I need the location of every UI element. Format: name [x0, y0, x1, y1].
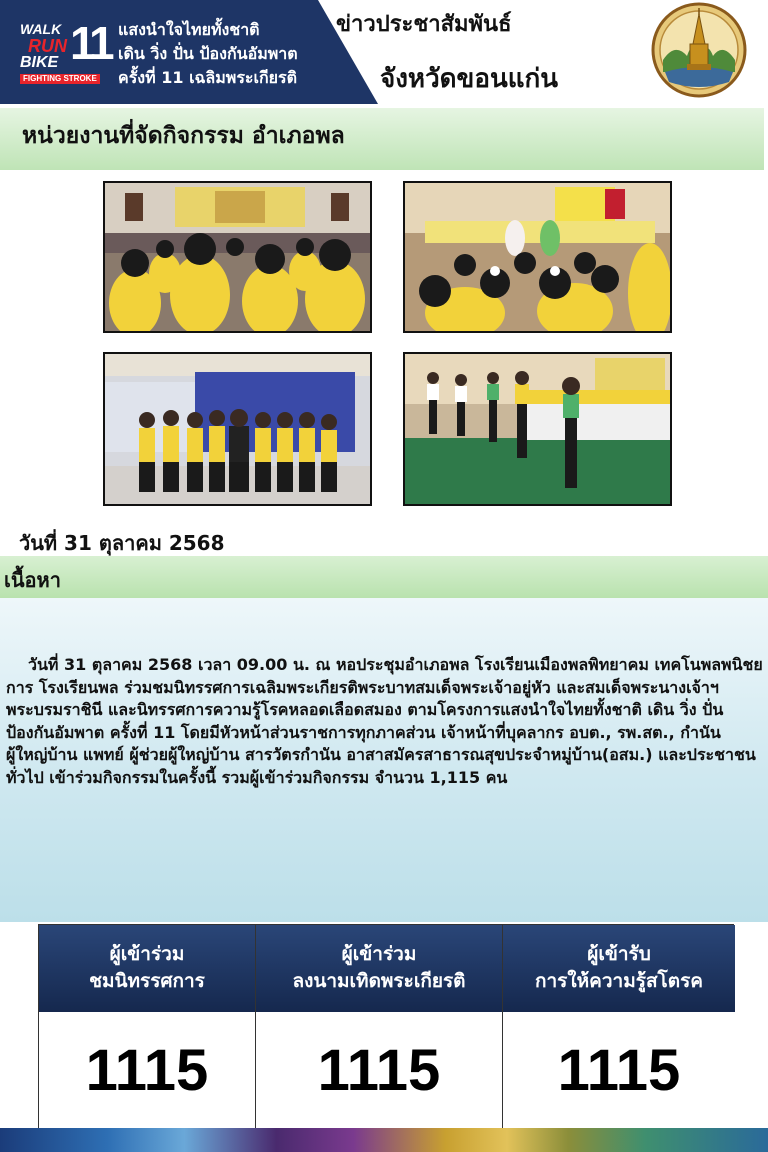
campaign-line-1: แสงนำใจไทยทั้งชาติ: [118, 20, 260, 39]
campaign-text: [118, 18, 298, 90]
stat-exhibition-value: 1115: [39, 1012, 255, 1129]
stat-stroke-education: [503, 925, 735, 1129]
stats-table: [38, 924, 734, 1128]
content-body: วันที่ 31 ตุลาคม 2568 เวลา 09.00 น. ณ หอประชุมอำเภอพล โรงเรียนเมืองพลพิทยาคม เทคโนพลพนิชยการ โรงเรียนพล ร่วมชมนิทรรศการเฉลิมพระเกียรติพระบาทสมเด็จพระเจ้าอยู่หัว และสมเด็จพระนางเจ้าฯ พระบรมราชินี และนิทรรศการความรู้โรคหลอดเลือดสมอง ตามโครงการแสงนำใจไทยทั้งชาติ เดิน วิ่ง ปั่น ป้องกันอัมพาต ครั้งที่ 11 โดยมีหัวหน้าส่วนราชการทุกภาคส่วน เจ้าหน้าที่บุคลากร อบต., รพ.สต., กำนัน ผู้ใหญ่บ้าน แพทย์ ผู้ช่วยผู้ใหญ่บ้าน สารวัตรกำนัน อาสาสมัครสาธารณสุขประจำหมู่บ้าน(อสม.) และประชาชนทั่วไป เข้าร่วมกิจกรรมในครั้งนี้ รวมผู้เข้าร่วมกิจกรรม จำนวน 1,115 คน: [6, 655, 763, 787]
audience-photo: [103, 181, 372, 333]
stat-signing: [256, 925, 503, 1129]
stat-label-line1: ผู้เข้าร่วม: [341, 943, 417, 965]
content-section-header: [0, 556, 768, 598]
stage-audience-photo: [403, 181, 672, 333]
stat-exhibition: [39, 925, 256, 1129]
stat-stroke-education-header: [503, 925, 735, 1012]
logo-run-text: RUN: [28, 36, 67, 56]
stat-label-line2: ชมนิทรรศการ: [89, 970, 205, 992]
logo-tagline-text: FIGHTING STROKE: [20, 74, 100, 84]
logo-walk-text: WALK: [20, 21, 62, 37]
walk-run-bike-logo: [20, 17, 111, 86]
campaign-banner: [0, 0, 378, 104]
stat-label-line2: การให้ความรู้สโตรค: [534, 970, 703, 992]
campaign-line-2: เดิน วิ่ง ปั่น ป้องกันอัมพาต: [118, 44, 298, 63]
content-heading: เนื้อหา: [4, 568, 61, 592]
stat-exhibition-header: [39, 925, 255, 1012]
stat-signing-header: [256, 925, 502, 1012]
exercise-photo: [403, 352, 672, 506]
stat-label-line2: ลงนามเทิดพระเกียรติ: [292, 970, 466, 992]
logo-bike-text: BIKE: [20, 54, 59, 71]
stat-signing-value: 1115: [256, 1012, 502, 1129]
provincial-seal-icon: [651, 2, 747, 98]
stat-stroke-education-value: 1115: [503, 1012, 735, 1129]
logo-number-text: 11: [70, 17, 111, 69]
campaign-line-3: ครั้งที่ 11 เฉลิมพระเกียรติ: [118, 68, 298, 87]
province-title: จังหวัดขอนแก่น: [380, 64, 558, 94]
footer-decorative-strip: [0, 1128, 768, 1152]
stat-label-line1: ผู้เข้ารับ: [587, 943, 651, 965]
stat-label-line1: ผู้เข้าร่วม: [109, 943, 185, 965]
news-title: ข่าวประชาสัมพันธ์: [336, 12, 512, 37]
event-date: วันที่ 31 ตุลาคม 2568: [19, 531, 225, 555]
organizer-section-header: [0, 108, 764, 170]
organizer-title: หน่วยงานที่จัดกิจกรรม อำเภอพล: [22, 123, 345, 149]
group-photo: [103, 352, 372, 506]
